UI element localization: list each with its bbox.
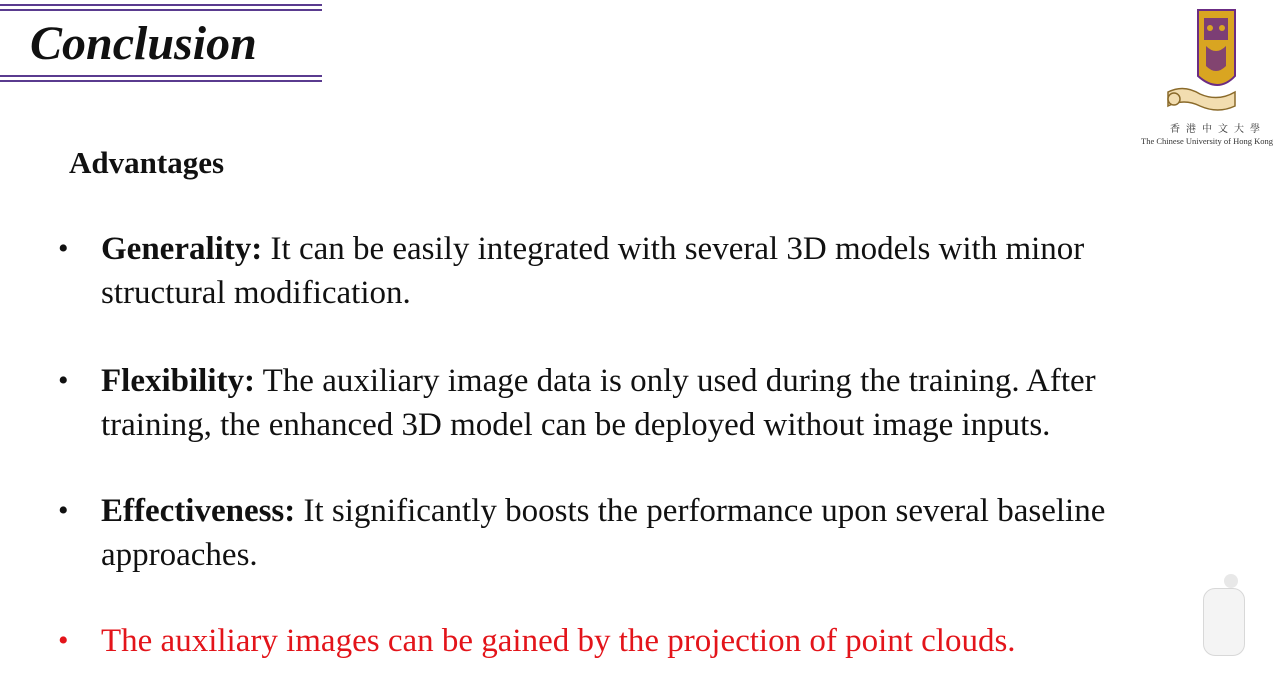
- bullet-line-2: structural modification.: [101, 275, 411, 311]
- bullet-text: [101, 227, 1216, 315]
- bullet-term: Effectiveness:: [101, 493, 296, 529]
- bullet-marker: •: [58, 232, 69, 265]
- section-heading: Advantages: [69, 145, 225, 180]
- overlay-indicator: [1224, 574, 1238, 588]
- university-name-english: The Chinese University of Hong Kong: [1141, 136, 1273, 146]
- bullet-line-2: training, the enhanced 3D model can be deployed without image inputs.: [101, 407, 1051, 443]
- bullet-term: Generality:: [101, 231, 263, 267]
- bullet-line-1: It can be easily integrated with several 3D models with minor: [262, 231, 1085, 267]
- bullet-term: Flexibility:: [101, 363, 255, 399]
- bullet-text: [101, 489, 1216, 577]
- slide-title: Conclusion: [30, 17, 257, 70]
- bullet-line-2: approaches.: [101, 537, 258, 573]
- bullet-line-1: It significantly boosts the performance upon several baseline: [295, 493, 1106, 529]
- bullet-marker: •: [58, 624, 69, 657]
- bullet-line-1: The auxiliary image data is only used during the training. After: [254, 363, 1096, 399]
- university-name-chinese: 香港中文大學: [1170, 124, 1266, 135]
- highlight-text: The auxiliary images can be gained by the projection of point clouds.: [101, 623, 1016, 659]
- bullet-marker: •: [58, 364, 69, 397]
- bullet-text: [101, 359, 1216, 447]
- floating-overlay-button[interactable]: [1203, 588, 1245, 656]
- bullet-marker: •: [58, 494, 69, 527]
